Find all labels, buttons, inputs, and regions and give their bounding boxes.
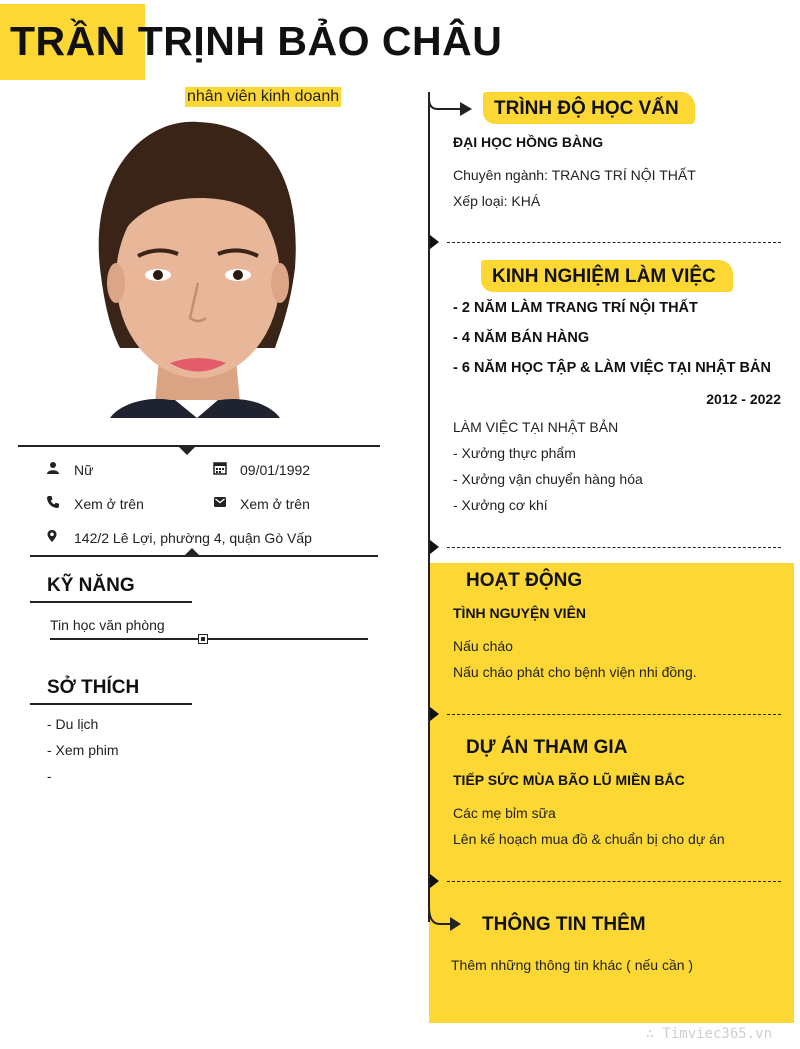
- gender-value: Nữ: [74, 462, 94, 478]
- arrow-right-icon: [428, 906, 464, 936]
- activities-panel: [429, 563, 794, 1023]
- section-divider: [447, 881, 781, 882]
- divider-notch: [179, 447, 195, 455]
- skill-level-handle: [198, 634, 208, 644]
- profile-photo: [80, 118, 307, 418]
- projects-line: Lên kế hoạch mua đồ & chuẩn bị cho dự án: [453, 831, 725, 847]
- education-title: TRÌNH ĐỘ HỌC VẤN: [494, 98, 679, 119]
- experience-highlight: - 6 NĂM HỌC TẬP & LÀM VIỆC TẠI NHẬT BẢN: [453, 360, 771, 376]
- user-icon: [46, 461, 60, 475]
- projects-title: DỰ ÁN THAM GIA: [466, 737, 628, 758]
- skills-title: KỸ NĂNG: [47, 575, 135, 596]
- experience-detail: - Xưởng thực phẩm: [453, 445, 576, 461]
- hobby-item: -: [47, 768, 52, 784]
- hobby-item: - Xem phim: [47, 742, 119, 758]
- experience-highlight: - 2 NĂM LÀM TRANG TRÍ NỘI THẤT: [453, 300, 698, 316]
- projects-name: TIẾP SỨC MÙA BÃO LŨ MIỀN BẮC: [453, 772, 685, 788]
- experience-highlight: - 4 NĂM BÁN HÀNG: [453, 330, 590, 346]
- skill-name: Tin học văn phòng: [50, 617, 165, 633]
- experience-detail: - Xưởng cơ khí: [453, 497, 548, 513]
- projects-line: Các mẹ bỉm sữa: [453, 805, 556, 821]
- address-value: 142/2 Lê Lợi, phường 4, quận Gò Vấp: [74, 530, 312, 546]
- section-divider: [447, 714, 781, 715]
- timeline-marker: [430, 874, 439, 888]
- experience-period: 2012 - 2022: [706, 391, 781, 407]
- extra-text: Thêm những thông tin khác ( nếu cần ): [451, 957, 694, 973]
- timeline-marker: [430, 540, 439, 554]
- candidate-name: TRẦN TRỊNH BẢO CHÂU: [10, 18, 503, 64]
- skill-level-bar: [50, 638, 368, 640]
- timeline-marker: [430, 235, 439, 249]
- education-major: Chuyên ngành: TRANG TRÍ NỘI THẤT: [453, 167, 696, 183]
- section-divider: [447, 242, 781, 243]
- calendar-icon: [213, 461, 227, 475]
- skills-underline: [30, 601, 192, 603]
- job-title: nhân viên kinh doanh: [187, 88, 340, 105]
- arrow-right-icon: [428, 98, 474, 120]
- watermark: ∴ Timviec365.vn: [645, 1026, 772, 1042]
- activities-line: Nấu cháo: [453, 638, 513, 654]
- activities-role: TÌNH NGUYỆN VIÊN: [453, 605, 587, 621]
- section-divider: [447, 547, 781, 548]
- experience-detail: - Xưởng vận chuyển hàng hóa: [453, 471, 643, 487]
- experience-title: KINH NGHIỆM LÀM VIỆC: [492, 266, 716, 287]
- experience-place: LÀM VIỆC TẠI NHẬT BẢN: [453, 419, 619, 435]
- extra-title: THÔNG TIN THÊM: [482, 914, 646, 935]
- activities-title: HOẠT ĐỘNG: [466, 570, 583, 591]
- hobbies-underline: [30, 703, 192, 705]
- timeline-marker: [430, 707, 439, 721]
- birthdate-value: 09/01/1992: [240, 462, 311, 478]
- hobby-item: - Du lịch: [47, 716, 99, 732]
- phone-icon: [46, 495, 60, 509]
- activities-line: Nấu cháo phát cho bệnh viện nhi đồng.: [453, 664, 697, 680]
- envelope-icon: [213, 495, 227, 509]
- map-pin-icon: [45, 529, 59, 543]
- timeline-line: [428, 92, 430, 922]
- email-value: Xem ở trên: [240, 496, 310, 512]
- phone-value: Xem ở trên: [74, 496, 144, 512]
- hobbies-title: SỞ THÍCH: [47, 677, 140, 698]
- education-rank: Xếp loại: KHÁ: [453, 193, 541, 209]
- info-top-divider: [18, 445, 380, 447]
- education-school: ĐẠI HỌC HỒNG BÀNG: [453, 134, 604, 150]
- info-bottom-divider: [30, 555, 378, 557]
